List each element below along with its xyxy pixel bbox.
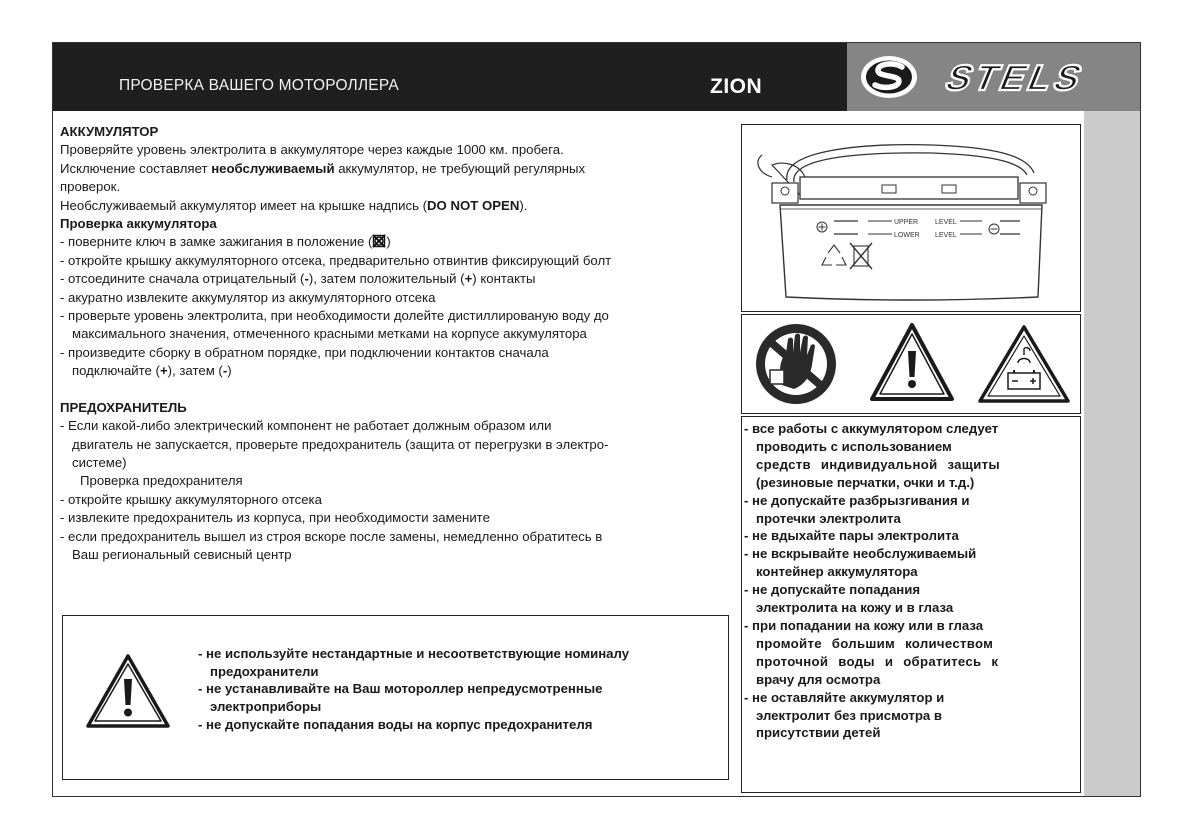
battery-illustration <box>741 124 1081 312</box>
safety-note-4: - не вскрывайте необслуживаемый <box>744 546 977 562</box>
safety-note-1d: (резиновые перчатки, очки и т.д.) <box>756 474 975 490</box>
fuse-warning-box <box>62 615 729 780</box>
fuse-step-2: - извлеките предохранитель из корпуса, при необходимости замените <box>60 510 490 526</box>
battery-safety-notes <box>741 416 1081 793</box>
level-label-upper: LEVEL <box>935 219 957 226</box>
safety-note-7b: электролит без присмотра в <box>756 707 943 723</box>
battery-line-3: проверок. <box>60 179 121 195</box>
safety-note-6: - при попадании на кожу или в глаза <box>744 617 984 633</box>
brand-panel <box>847 43 1141 111</box>
fuse-warning-3: - не допускайте попадания воды на корпус предохранителя <box>198 716 593 732</box>
safety-note-5: - не допускайте попадания <box>744 582 921 598</box>
warning-triangle-icon <box>872 325 952 399</box>
fuse-step-3b: Ваш региональный севисный центр <box>72 546 292 562</box>
fuse-step-1: - откройте крышку аккумуляторного отсека <box>60 491 322 507</box>
safety-note-1c: средств индивидуальной защиты <box>756 456 1000 472</box>
lower-label: LOWER <box>894 232 920 239</box>
battery-step-6a: - произведите сборку в обратном порядке, при подключении контактов сначала <box>60 344 549 360</box>
battery-line-4: Необслуживаемый аккумулятор имеет на крышке надпись (DO NOT OPEN). <box>60 197 528 213</box>
battery-line-1: Проверяйте уровень электролита в аккумуляторе через каждые 1000 км. пробега. <box>60 142 564 158</box>
battery-step-2: - откройте крышку аккумуляторного отсека, предварительно отвинтив фиксирующий болт <box>60 252 612 268</box>
fuse-line-2: двигатель не запускается, проверьте предохранитель (защита от перегрузки в электро- <box>72 436 609 452</box>
safety-note-4b: контейнер аккумулятора <box>756 564 918 580</box>
stels-logo <box>857 50 1139 104</box>
battery-check-heading: Проверка аккумулятора <box>60 216 217 232</box>
safety-note-7c: присутствии детей <box>756 725 881 741</box>
safety-note-1: - все работы с аккумулятором следует <box>744 421 999 436</box>
battery-step-5b: максимального значения, отмеченного красными метками на корпусе аккумулятора <box>72 326 587 342</box>
page-header <box>53 43 1141 111</box>
main-text <box>60 123 740 564</box>
model-name: ZION <box>710 75 763 98</box>
upper-label: UPPER <box>894 219 919 226</box>
fuse-warning-1: - не используйте нестандартные и несоответствующие номиналу <box>198 646 630 661</box>
warning-triangle-icon <box>85 653 171 729</box>
level-label-lower: LEVEL <box>935 232 957 239</box>
battery-step-3: - отсоедините сначала отрицательный (-), затем положительный (+) контакты <box>60 271 536 287</box>
fuse-warning-2b: электроприборы <box>210 699 322 715</box>
fuse-line-1: - Если какой-либо электрический компонент не работает должным образом или <box>60 418 552 434</box>
manual-page <box>52 42 1141 797</box>
safety-note-5b: электролита на кожу и в глаза <box>756 600 954 616</box>
safety-note-2: - не допускайте разбрызгивания и <box>744 492 970 508</box>
fuse-line-3: системе) <box>72 454 127 470</box>
brand-text: STELS <box>939 57 1093 98</box>
safety-note-7: - не оставляйте аккумулятор и <box>744 689 945 705</box>
battery-acid-warning-icon <box>980 327 1068 401</box>
safety-signs <box>741 314 1081 414</box>
fuse-check-heading: Проверка предохранителя <box>80 473 243 489</box>
safety-note-1b: проводить с использованием <box>756 438 952 454</box>
safety-note-3: - не вдыхайте пары электролита <box>744 528 959 544</box>
battery-step-4: - акуратно извлеките аккумулятор из аккумуляторного отсека <box>60 289 436 305</box>
battery-heading: АККУМУЛЯТОР <box>60 124 159 139</box>
safety-note-6d: врачу для осмотра <box>756 671 881 687</box>
no-touch-icon <box>756 324 836 404</box>
page-title: ПРОВЕРКА ВАШЕГО МОТОРОЛЛЕРА <box>119 77 399 94</box>
side-strip <box>1084 111 1141 797</box>
safety-note-6c: проточной воды и обратитесь к <box>756 653 999 669</box>
battery-step-5a: - проверьте уровень электролита, при необходимости долейте дистиллированую воду до <box>60 308 609 324</box>
safety-note-2b: протечки электролита <box>756 510 901 526</box>
safety-note-6b: промойте большим количеством <box>756 635 994 651</box>
battery-step-6b: подключайте (+), затем (-) <box>72 363 232 379</box>
fuse-step-3a: - если предохранитель вышел из строя вскоре после замены, немедленно обратитесь в <box>60 528 603 544</box>
key-off-icon <box>372 234 386 248</box>
battery-line-2: Исключение составляет необслуживаемый аккумулятор, не требующий регулярных <box>60 160 586 176</box>
battery-step-1: - поверните ключ в замке зажигания в положение ( ) <box>60 234 391 250</box>
fuse-warning-2: - не устанавливайте на Ваш мотороллер непредусмотренные <box>198 681 603 697</box>
fuse-heading: ПРЕДОХРАНИТЕЛЬ <box>60 399 187 415</box>
fuse-warning-list <box>198 645 629 734</box>
fuse-warning-1b: предохранители <box>210 663 319 679</box>
